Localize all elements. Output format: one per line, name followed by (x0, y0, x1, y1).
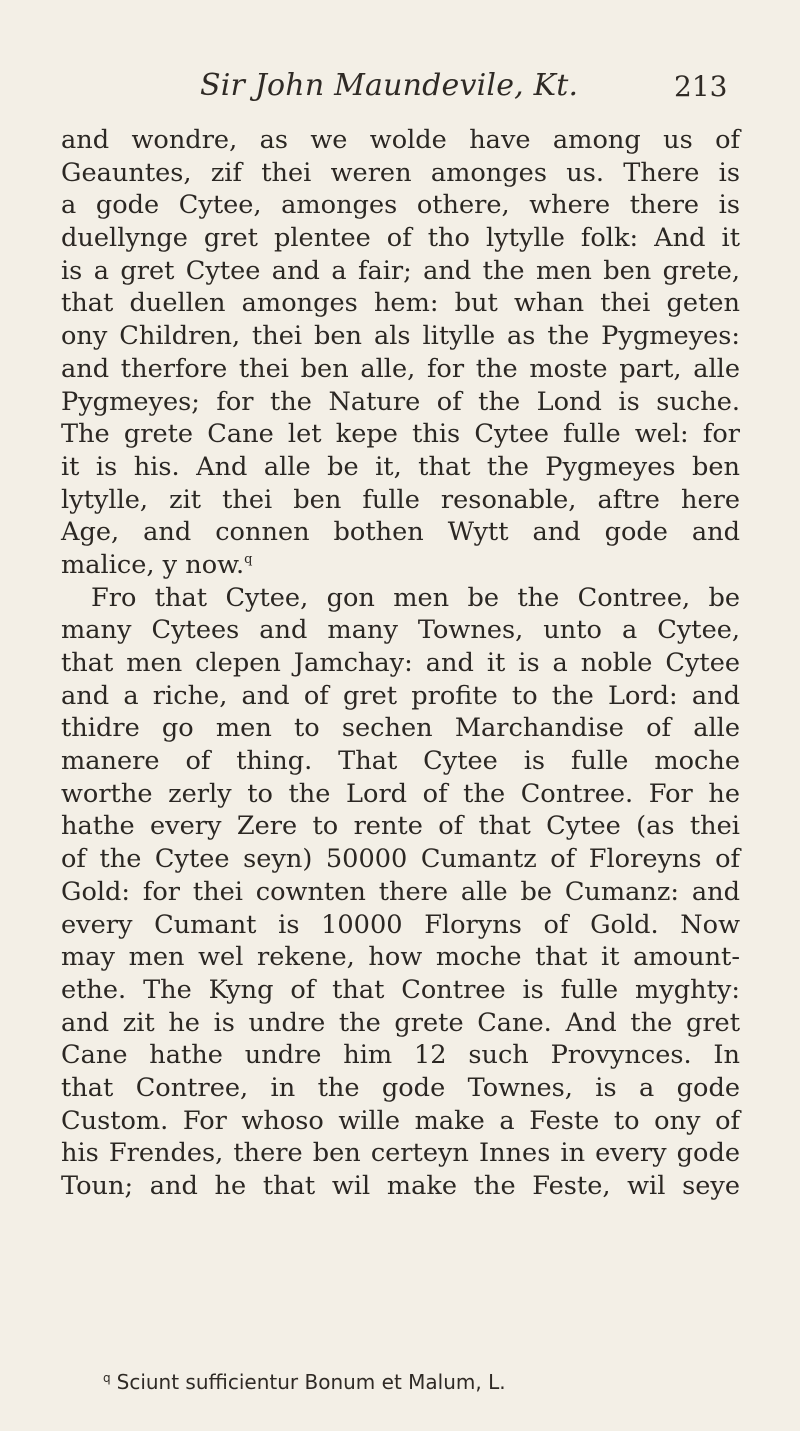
text-line (61, 582, 740, 615)
text-line (61, 189, 740, 222)
text-line (61, 516, 740, 549)
line-text: ony Children, thei ben als litylle as the Pygmeyes: (61, 321, 740, 352)
text-line (61, 810, 740, 843)
paragraph-2 (61, 582, 740, 1203)
text-line (61, 549, 740, 582)
line-text: Custom. For whoso wille make a Feste to ony of (61, 1105, 740, 1136)
text-line (61, 222, 740, 255)
line-text: many Cytees and many Townes, unto a Cytee, (61, 615, 740, 646)
line-text: Pygmeyes; for the Nature of the Lond is suche. (61, 386, 740, 417)
text-line (61, 353, 740, 386)
text-line (61, 255, 740, 288)
line-text: thidre go men to sechen Marchandise of alle (61, 713, 740, 744)
text-line (61, 1039, 740, 1072)
footnote-text: Sciunt sufficientur Bonum et Malum, L. (116, 1370, 506, 1394)
text-line (61, 909, 740, 942)
line-text: every Cumant is 10000 Floryns of Gold. Now (61, 909, 740, 940)
footnote-reference: q (244, 551, 253, 567)
text-line (61, 124, 740, 157)
line-text: manere of thing. That Cytee is fulle moche (61, 746, 740, 777)
text-line (61, 1105, 740, 1138)
text-line (61, 1007, 740, 1040)
line-text: it is his. And alle be it, that the Pygmeyes ben (61, 451, 740, 482)
text-line (61, 614, 740, 647)
text-line (61, 1170, 740, 1203)
text-line (61, 484, 740, 517)
text-line (61, 647, 740, 680)
text-line (61, 1072, 740, 1105)
footnote-marker: q (103, 1371, 111, 1385)
line-text: of the Cytee seyn) 50000 Cumantz of Floreyns of (61, 844, 740, 875)
line-text: his Frendes, there ben certeyn Innes in every gode (61, 1138, 740, 1169)
text-line (61, 157, 740, 190)
line-text: ethe. The Kyng of that Contree is fulle myghty: (61, 974, 740, 1005)
line-text: Geauntes, zif thei weren amonges us. There is (61, 157, 740, 188)
line-text: Age, and connen bothen Wytt and gode and (61, 517, 740, 548)
paragraph-1 (61, 124, 740, 582)
line-text: worthe zerly to the Lord of the Contree. For he (61, 778, 740, 809)
line-text: Fro that Cytee, gon men be the Contree, be (91, 582, 740, 613)
body-text (61, 124, 740, 1203)
text-line (61, 386, 740, 419)
text-line (61, 451, 740, 484)
line-text: Cane hathe undre him 12 such Provynces. In (61, 1040, 740, 1071)
running-head-title: Sir John Maundevile, Kt. (200, 68, 579, 103)
line-text: may men wel rekene, how moche that it amount- (61, 942, 740, 973)
line-text: and therfore thei ben alle, for the moste part, alle (61, 353, 740, 384)
line-text: is a gret Cytee and a fair; and the men ben grete, (61, 255, 740, 286)
text-line (61, 712, 740, 745)
line-text: that Contree, in the gode Townes, is a gode (61, 1072, 740, 1103)
text-line (61, 418, 740, 451)
text-line (61, 320, 740, 353)
line-text: Toun; and he that wil make the Feste, wil seye (61, 1171, 740, 1201)
line-text: that men clepen Jamchay: and it is a noble Cytee (61, 648, 740, 678)
line-text: and wondre, as we wolde have among us of (61, 125, 740, 155)
line-text: that duellen amonges hem: but whan thei geten (61, 288, 740, 319)
line-text: hathe every Zere to rente of that Cytee (as thei (61, 811, 740, 842)
page-number: 213 (674, 70, 728, 103)
line-text: a gode Cytee, amonges othere, where there is (61, 190, 740, 221)
line-text: Gold: for thei cownten there alle be Cumanz: and (61, 876, 740, 907)
text-line (61, 287, 740, 320)
line-text: lytylle, zit thei ben fulle resonable, aftre here (61, 484, 740, 515)
line-text: The grete Cane let kepe this Cytee fulle wel: for (61, 419, 740, 450)
footnote (103, 1370, 743, 1394)
line-text: duellynge gret plentee of tho lytylle folk: And it (61, 223, 740, 254)
line-text: malice, y now. (61, 549, 245, 580)
text-line (61, 680, 740, 713)
line-text: and zit he is undre the grete Cane. And the gret (61, 1007, 740, 1038)
text-line (61, 778, 740, 811)
text-line (61, 843, 740, 876)
text-line (61, 941, 740, 974)
text-line (61, 745, 740, 778)
text-line (61, 974, 740, 1007)
line-text: and a riche, and of gret profite to the Lord: and (61, 680, 740, 711)
text-line (61, 876, 740, 909)
text-line (61, 1137, 740, 1170)
